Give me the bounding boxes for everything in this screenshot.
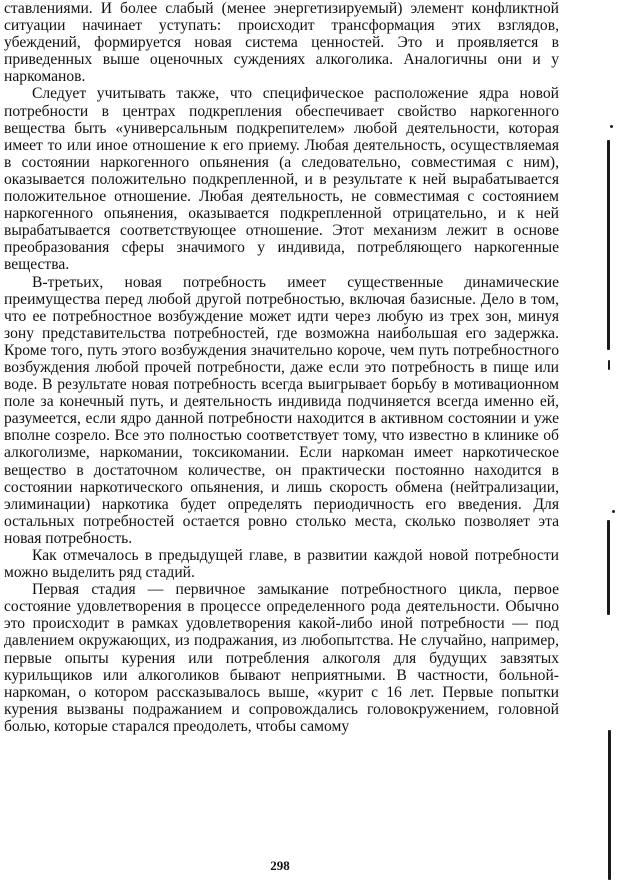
paragraph-1: ставлениями. И более слабый (менее энергетизируемый) элемент конфликтной ситуации начинает уступать: происходит трансформация этих взглядов, убеждений, формируется новая система ценностей. Это и проявляется в приведенных выше оценочных суждениях алкоголика. Аналогичны они и у наркоманов. <box>4 0 559 86</box>
margin-dot <box>612 510 615 513</box>
paragraph-2: Следует учитывать также, что специфическое расположение ядра новой потребности в центрах подкрепления обеспечивает свойство наркогенного вещества быть «универсальным подкрепителем» любой деятельности, которая имеет то или иное отношение к его приему. Любая деятельность, осуществляемая в состоянии наркогенного опьянения (а следовательно, совместимая с ним), оказывается положительно подкрепленной, и в результате к ней вырабатывается положительное отношение. Любая деятельность, не совместимая с состоянием наркогенного опьянения, оказывается подкрепленной отрицательно, и к ней вырабатывается соответствующее отношение. Этот механизм лежит в основе преобразования сферы значимого у индивида, потребляющего наркогенные вещества. <box>4 85 559 274</box>
page-number: 298 <box>270 858 290 873</box>
margin-binding-mark <box>608 730 611 880</box>
paragraph-3: В-третьих, новая потребность имеет существенные динамические преимущества перед любой другой потребностью, включая базисные. Дело в том, что ее потребностное возбуждение может идти через любую из трех зон, минуя зону представительства потребностей, где возможна наибольшая его задержка. Кроме того, путь этого возбуждения значительно короче, чем путь потребностного возбуждения любой прочей потребности, даже если это потребность в пище или воде. В результате новая потребность всегда выигрывает борьбу в мотивационном поле за конечный путь, и деятельность индивида подчиняется всегда именно ей, разумеется, если ядро данной потребности находится в активном состоянии и уже вполне созрело. Все это полностью соответствует тому, что известно в клинике об алкоголизме, наркомании, токсикомании. Если наркоман имеет наркотическое вещество в достаточном количестве, он практически постоянно находится в состоянии наркотического опьянения, и лишь скорость обмена (нейтрализации, элиминации) наркотика будет определять периодичность его введения. Для остальных потребностей остается ровно столько места, сколько позволяет эта новая потребность. <box>4 273 559 547</box>
margin-binding-mark <box>608 360 610 370</box>
margin-dot <box>610 125 613 128</box>
paragraph-5: Первая стадия — первичное замыкание потребностного цикла, первое состояние удовлетворения в процессе определенного рода деятельности. Обычно это происходит в рамках удовлетворения какой-либо иной потребности — под давлением окружающих, из подражания, из любопытства. Не случайно, например, первые опыты курения или потребления алкоголя для будущих завзятых курильщиков или алкоголиков бывают неприятными. В частности, больной-наркоман, о котором рассказывалось выше, «курит с 16 лет. Первые попытки курения вызваны подражанием и сопровождались головокружением, головной болью, которые старался преодолеть, чтобы самому <box>4 581 559 735</box>
body-text <box>4 0 559 735</box>
margin-binding-mark <box>607 140 610 350</box>
paragraph-4: Как отмечалось в предыдущей главе, в развитии каждой новой потребности можно выделить ряд стадий. <box>4 547 559 582</box>
margin-binding-mark <box>607 520 610 615</box>
